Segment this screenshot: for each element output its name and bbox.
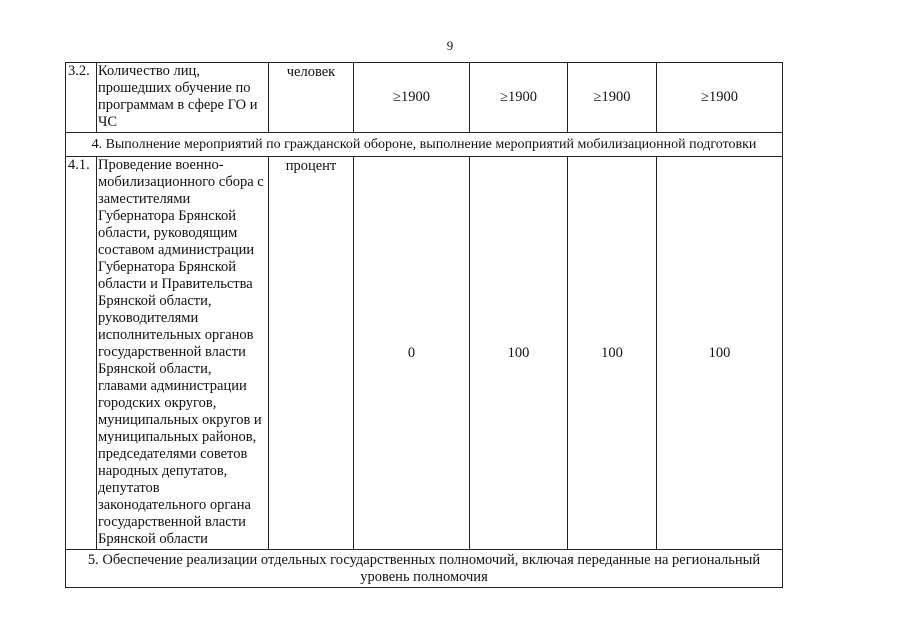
name-line: Губернатора Брянской [98, 208, 237, 224]
name-line: мобилизационного сбора с [98, 174, 264, 190]
name-line: законодательного органа [98, 497, 251, 513]
value-cell: ≥1900 [568, 63, 657, 133]
section-heading-line: уровень полномочия [360, 568, 488, 585]
value-cell: 100 [657, 157, 783, 550]
table-row-4-1 [66, 157, 783, 550]
table-row-3-2 [66, 63, 783, 133]
name-line: Брянской области, [98, 361, 212, 377]
value-cell: ≥1900 [354, 63, 470, 133]
section-row-4 [66, 133, 783, 157]
section-heading [66, 550, 783, 588]
unit-cell: процент [269, 157, 354, 550]
unit-cell: человек [269, 63, 354, 133]
name-line: Губернатора Брянской [98, 259, 237, 275]
indicator-name [97, 157, 269, 550]
value-cell: 0 [354, 157, 470, 550]
name-line: прошедших обучение по [98, 80, 251, 96]
name-line: области, руководящим [98, 225, 238, 241]
name-line: главами администрации [98, 378, 247, 394]
name-line: муниципальных районов, [98, 429, 257, 445]
row-number: 4.1. [66, 157, 97, 550]
value-cell: ≥1900 [657, 63, 783, 133]
section-row-5 [66, 550, 783, 588]
name-line: ЧС [98, 114, 118, 130]
name-line: государственной власти [98, 514, 246, 530]
indicators-table [65, 62, 783, 588]
row-number: 3.2. [66, 63, 97, 133]
name-line: Брянской области, [98, 293, 212, 309]
page-number: 9 [446, 38, 454, 53]
name-line: государственной власти [98, 344, 246, 360]
name-line: городских округов, [98, 395, 217, 411]
value-cell: 100 [568, 157, 657, 550]
name-line: руководителями [98, 310, 199, 326]
name-line: области и Правительства [98, 276, 253, 292]
name-line: муниципальных округов и [98, 412, 262, 428]
value-cell: ≥1900 [470, 63, 568, 133]
name-line: Проведение военно- [98, 157, 224, 173]
name-line: программам в сфере ГО и [98, 97, 258, 113]
section-heading-line: 5. Обеспечение реализации отдельных государственных полномочий, включая переданные на региональный [87, 551, 761, 568]
indicator-name [97, 63, 269, 133]
name-line: исполнительных органов [98, 327, 254, 343]
name-line: составом администрации [98, 242, 255, 258]
name-line: депутатов [98, 480, 160, 496]
section-heading: 4. Выполнение мероприятий по гражданской обороне, выполнение мероприятий мобилизационной подготовки [66, 133, 783, 157]
name-line: Брянской области [98, 531, 208, 547]
name-line: Количество лиц, [98, 63, 200, 79]
name-line: председателями советов [98, 446, 248, 462]
name-line: заместителями [98, 191, 191, 207]
name-line: народных депутатов, [98, 463, 228, 479]
value-cell: 100 [470, 157, 568, 550]
